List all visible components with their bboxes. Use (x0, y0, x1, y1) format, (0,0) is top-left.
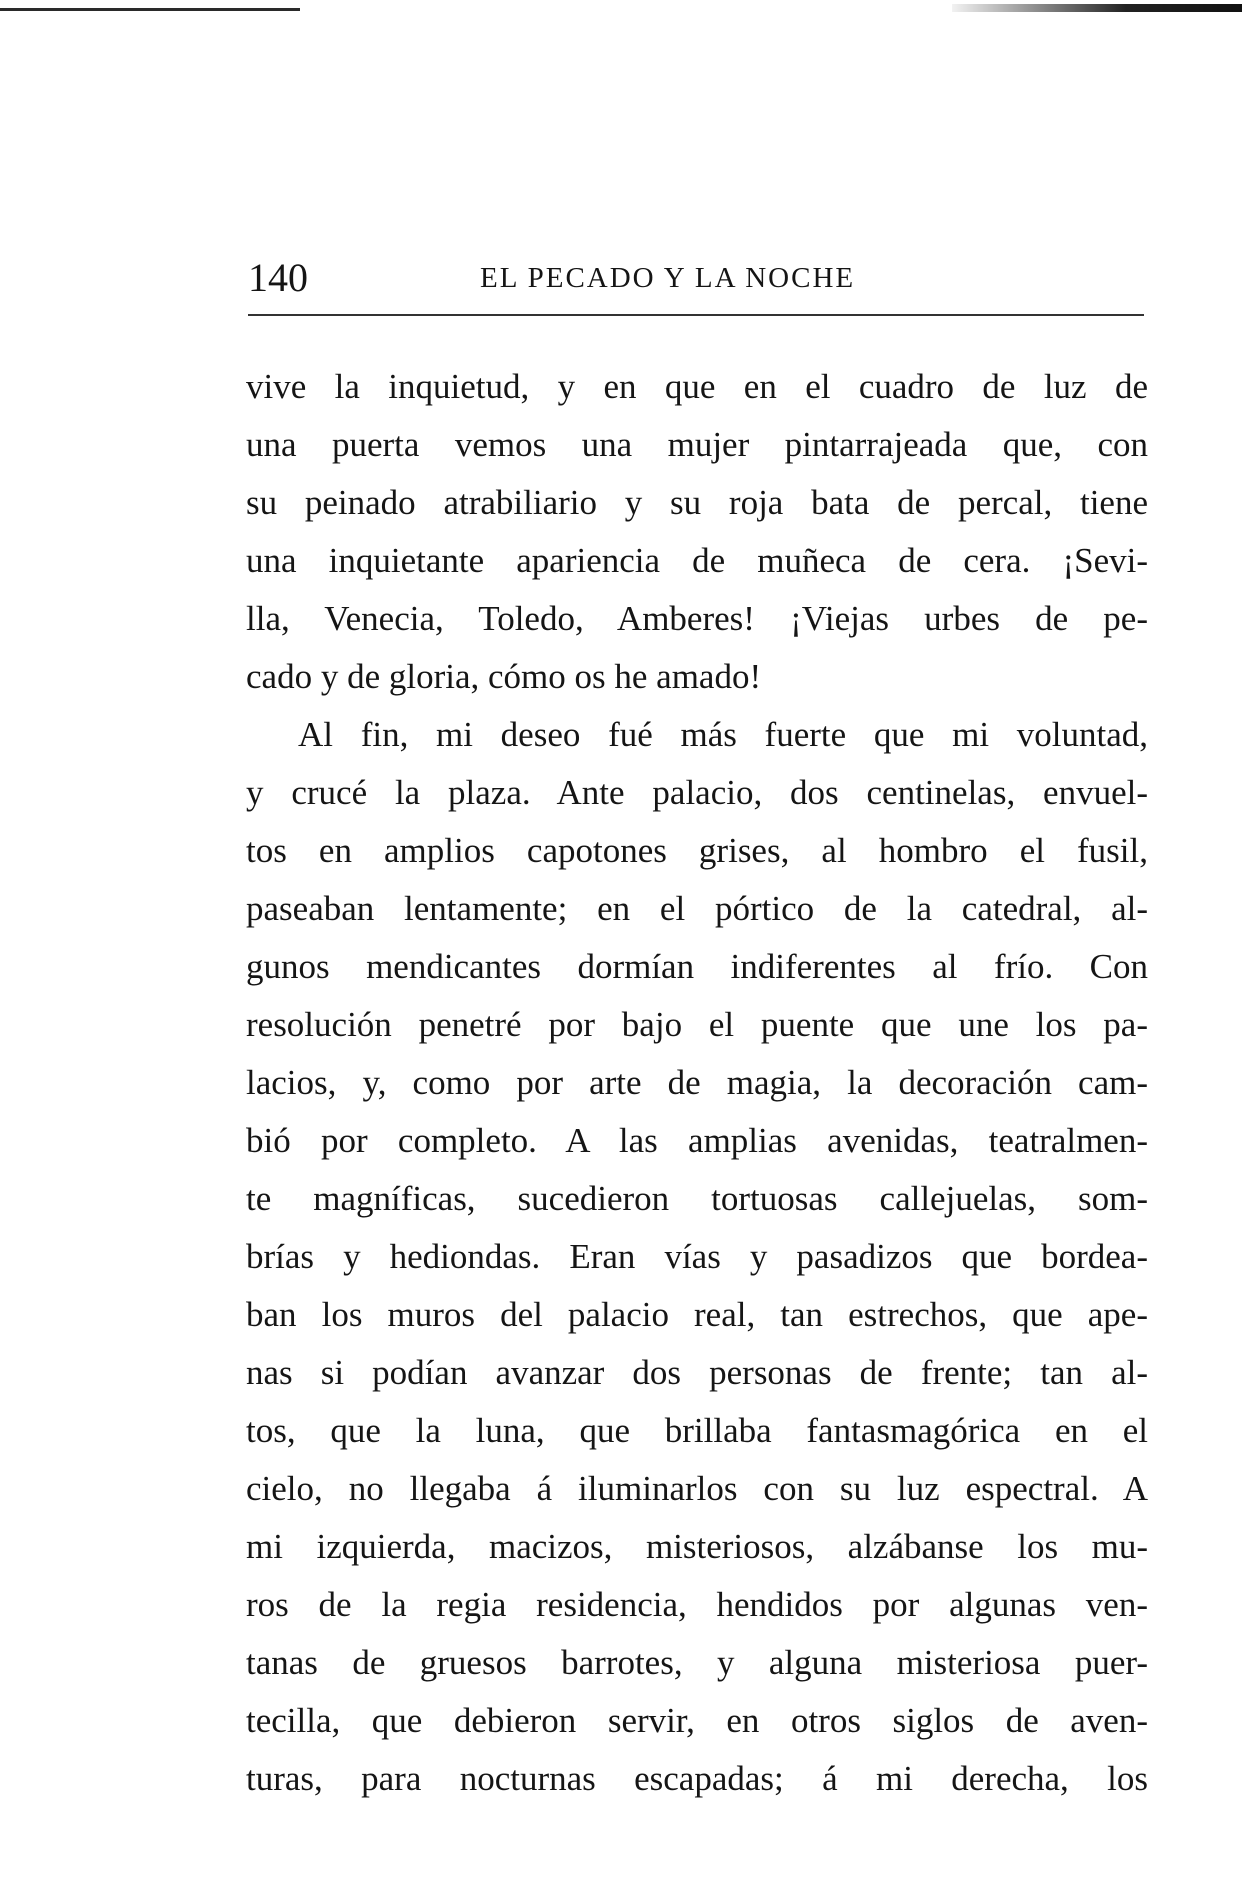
text-line-paragraph-end: cado y de gloria, cómo os he amado! (246, 657, 762, 696)
scan-edge-line-right (952, 4, 1242, 12)
text-line: y crucé la plaza. Ante palacio, dos centinelas, envuel- (246, 773, 1148, 812)
text-line: tos, que la luna, que brillaba fantasmagórica en el (246, 1411, 1148, 1450)
text-line: resolución penetré por bajo el puente que une los pa- (246, 1005, 1148, 1044)
scan-edge-line-left (0, 8, 300, 11)
text-line: nas si podían avanzar dos personas de frente; tan al- (246, 1353, 1148, 1392)
text-line: su peinado atrabiliario y su roja bata de percal, tiene (246, 483, 1148, 522)
text-line: paseaban lentamente; en el pórtico de la catedral, al- (246, 889, 1148, 928)
body-text (246, 358, 1148, 1808)
text-line: turas, para nocturnas escapadas; á mi derecha, los (246, 1759, 1148, 1798)
text-line-paragraph-start: Al fin, mi deseo fué más fuerte que mi voluntad, (298, 715, 1148, 754)
page-header (248, 248, 1148, 308)
text-line: vive la inquietud, y en que en el cuadro de luz de (246, 367, 1148, 406)
text-line: tecilla, que debieron servir, en otros siglos de aven- (246, 1701, 1148, 1740)
text-line: ban los muros del palacio real, tan estrechos, que ape- (246, 1295, 1148, 1334)
text-line: cielo, no llegaba á iluminarlos con su luz espectral. A (246, 1469, 1148, 1508)
text-line: tos en amplios capotones grises, al hombro el fusil, (246, 831, 1148, 870)
page-number: 140 (248, 255, 308, 300)
text-line: brías y hediondas. Eran vías y pasadizos que bordea- (246, 1237, 1148, 1276)
text-line: bió por completo. A las amplias avenidas, teatralmen- (246, 1121, 1148, 1160)
text-line: lacios, y, como por arte de magia, la decoración cam- (246, 1063, 1148, 1102)
text-line: una inquietante apariencia de muñeca de cera. ¡Sevi- (246, 541, 1148, 580)
text-line: lla, Venecia, Toledo, Amberes! ¡Viejas urbes de pe- (246, 599, 1148, 638)
text-line: te magníficas, sucedieron tortuosas callejuelas, som- (246, 1179, 1148, 1218)
text-line: mi izquierda, macizos, misteriosos, alzábanse los mu- (246, 1527, 1148, 1566)
running-head: EL PECADO Y LA NOCHE (480, 262, 856, 294)
text-line: ros de la regia residencia, hendidos por algunas ven- (246, 1585, 1148, 1624)
text-line: gunos mendicantes dormían indiferentes al frío. Con (246, 947, 1148, 986)
text-line: tanas de gruesos barrotes, y alguna misteriosa puer- (246, 1643, 1148, 1682)
text-line: una puerta vemos una mujer pintarrajeada que, con (246, 425, 1148, 464)
header-rule (248, 314, 1144, 316)
